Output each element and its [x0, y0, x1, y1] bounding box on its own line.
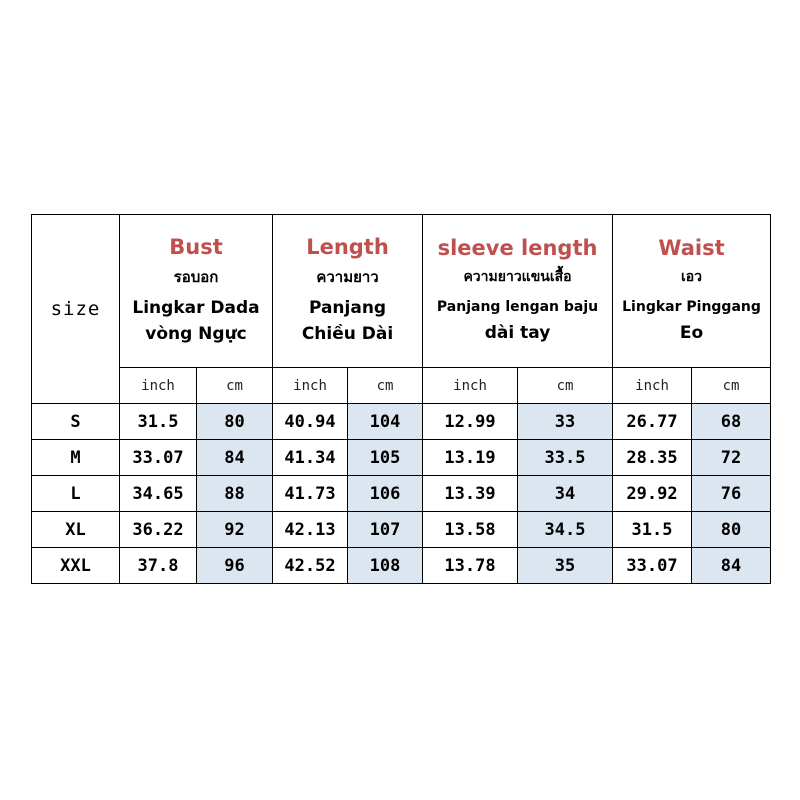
waist-vietnamese: Eo	[679, 323, 704, 343]
inch-value-cell: 34.65	[120, 476, 197, 512]
bust-header	[120, 215, 273, 368]
size-cell: L	[32, 476, 120, 512]
inch-value-cell: 42.52	[273, 548, 348, 584]
size-cell: XL	[32, 512, 120, 548]
length-thai: ความยาว	[316, 268, 379, 286]
cm-value-cell: 84	[197, 440, 273, 476]
inch-value-cell: 33.07	[613, 548, 692, 584]
cm-value-cell: 96	[197, 548, 273, 584]
cm-value-cell: 34.5	[518, 512, 613, 548]
inch-value-cell: 40.94	[273, 404, 348, 440]
inch-value-cell: 31.5	[613, 512, 692, 548]
bust-thai: รอบอก	[173, 268, 219, 286]
inch-value-cell: 33.07	[120, 440, 197, 476]
waist-cm-unit: cm	[692, 368, 771, 404]
cm-value-cell: 107	[348, 512, 423, 548]
size-column-header: size	[32, 215, 120, 404]
length-title: Length	[306, 235, 389, 259]
sleeve-length-indonesian: Panjang lengan baju	[436, 299, 599, 315]
table-row	[32, 476, 771, 512]
cm-value-cell: 76	[692, 476, 771, 512]
inch-value-cell: 31.5	[120, 404, 197, 440]
size-cell: S	[32, 404, 120, 440]
waist-header	[613, 215, 771, 368]
cm-value-cell: 92	[197, 512, 273, 548]
inch-value-cell: 37.8	[120, 548, 197, 584]
size-cell: XXL	[32, 548, 120, 584]
sleeve-cm-unit: cm	[518, 368, 613, 404]
cm-value-cell: 80	[692, 512, 771, 548]
sleeve-inch-unit: inch	[423, 368, 518, 404]
inch-value-cell: 26.77	[613, 404, 692, 440]
table-row	[32, 548, 771, 584]
table-row	[32, 512, 771, 548]
inch-value-cell: 13.58	[423, 512, 518, 548]
inch-value-cell: 28.35	[613, 440, 692, 476]
cm-value-cell: 33.5	[518, 440, 613, 476]
cm-value-cell: 88	[197, 476, 273, 512]
length-cm-unit: cm	[348, 368, 423, 404]
inch-value-cell: 12.99	[423, 404, 518, 440]
table-row	[32, 440, 771, 476]
header-row	[32, 215, 771, 368]
bust-vietnamese: vòng Ngực	[145, 324, 247, 344]
sleeve-length-thai: ความยาวแขนเสื้อ	[463, 269, 572, 285]
inch-value-cell: 41.34	[273, 440, 348, 476]
waist-thai: เอว	[680, 269, 703, 285]
bust-title: Bust	[169, 235, 223, 259]
cm-value-cell: 80	[197, 404, 273, 440]
cm-value-cell: 34	[518, 476, 613, 512]
cm-value-cell: 106	[348, 476, 423, 512]
unit-row	[32, 368, 771, 404]
size-chart-table	[31, 214, 771, 584]
bust-indonesian: Lingkar Dada	[132, 298, 260, 318]
table-row	[32, 404, 771, 440]
inch-value-cell: 29.92	[613, 476, 692, 512]
bust-cm-unit: cm	[197, 368, 273, 404]
length-inch-unit: inch	[273, 368, 348, 404]
waist-inch-unit: inch	[613, 368, 692, 404]
inch-value-cell: 13.19	[423, 440, 518, 476]
sleeve-length-vietnamese: dài tay	[484, 323, 551, 343]
inch-value-cell: 41.73	[273, 476, 348, 512]
cm-value-cell: 108	[348, 548, 423, 584]
inch-value-cell: 36.22	[120, 512, 197, 548]
length-vietnamese: Chiều Dài	[301, 324, 394, 344]
cm-value-cell: 104	[348, 404, 423, 440]
cm-value-cell: 72	[692, 440, 771, 476]
waist-title: Waist	[658, 236, 725, 260]
size-cell: M	[32, 440, 120, 476]
cm-value-cell: 68	[692, 404, 771, 440]
cm-value-cell: 33	[518, 404, 613, 440]
inch-value-cell: 13.78	[423, 548, 518, 584]
waist-indonesian: Lingkar Pinggang	[622, 299, 761, 315]
sleeve-length-header	[423, 215, 613, 368]
bust-inch-unit: inch	[120, 368, 197, 404]
sleeve-length-title: sleeve length	[437, 236, 598, 260]
length-indonesian: Panjang	[308, 298, 387, 318]
cm-value-cell: 105	[348, 440, 423, 476]
inch-value-cell: 42.13	[273, 512, 348, 548]
cm-value-cell: 35	[518, 548, 613, 584]
inch-value-cell: 13.39	[423, 476, 518, 512]
cm-value-cell: 84	[692, 548, 771, 584]
length-header	[273, 215, 423, 368]
